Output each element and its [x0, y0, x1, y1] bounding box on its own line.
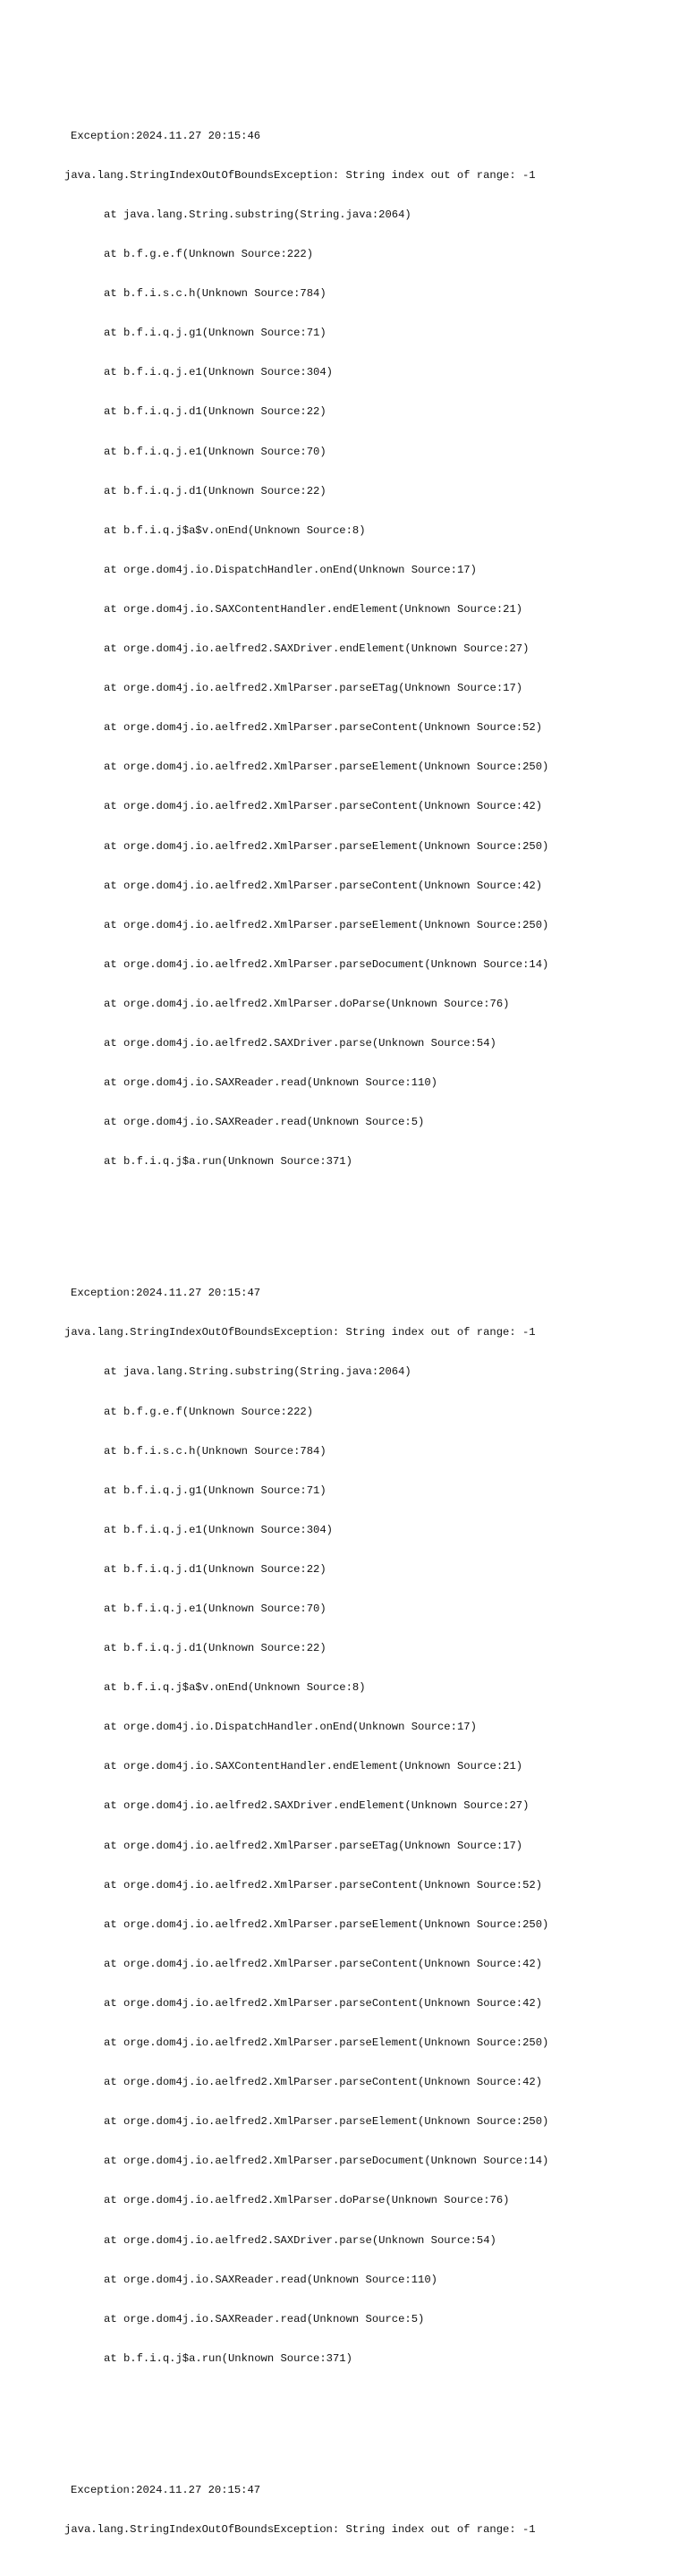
stack-frame: at b.f.i.q.j.e1(Unknown Source:304): [104, 1523, 333, 1536]
stack-frame: at b.f.i.q.j$a$v.onEnd(Unknown Source:8): [104, 1681, 366, 1695]
exception-timestamp: Exception:2024.11.27 20:15:47: [71, 1287, 261, 1300]
stack-frame: at b.f.i.q.j.g1(Unknown Source:71): [104, 1484, 327, 1497]
stack-frame: at orge.dom4j.io.aelfred2.SAXDriver.parse(Unknown Source:54): [104, 2233, 496, 2247]
stack-frame: at orge.dom4j.io.aelfred2.SAXDriver.endElement(Unknown Source:27): [104, 1799, 530, 1813]
stack-frame: at orge.dom4j.io.aelfred2.XmlParser.parseContent(Unknown Source:42): [104, 1957, 543, 1970]
stack-frame: at b.f.i.q.j.e1(Unknown Source:70): [104, 1603, 327, 1615]
stack-frame: at java.lang.String.substring(String.java:2064): [104, 1365, 411, 1379]
exception-block: [64, 2457, 673, 2563]
stack-frame: at orge.dom4j.io.aelfred2.XmlParser.parseETag(Unknown Source:17): [104, 682, 523, 695]
stack-frame: at orge.dom4j.io.aelfred2.XmlParser.parseContent(Unknown Source:52): [104, 721, 543, 735]
stack-frame: at orge.dom4j.io.aelfred2.XmlParser.parseContent(Unknown Source:42): [104, 800, 543, 813]
stack-frame: at orge.dom4j.io.aelfred2.XmlParser.parseContent(Unknown Source:42): [104, 1996, 543, 2010]
stack-frame: at orge.dom4j.io.aelfred2.SAXDriver.parse(Unknown Source:54): [104, 1036, 496, 1050]
stack-frame: at b.f.g.e.f(Unknown Source:222): [104, 248, 314, 261]
stack-frame: at orge.dom4j.io.aelfred2.XmlParser.parseElement(Unknown Source:250): [104, 918, 549, 931]
stack-frame: at b.f.i.q.j.e1(Unknown Source:304): [104, 366, 333, 379]
stack-frame: at b.f.i.s.c.h(Unknown Source:784): [104, 287, 327, 301]
stack-frame: at orge.dom4j.io.aelfred2.XmlParser.parseElement(Unknown Source:250): [104, 2036, 549, 2050]
stack-frame: at b.f.i.q.j$a.run(Unknown Source:371): [104, 1155, 352, 1169]
exception-message: java.lang.StringIndexOutOfBoundsException: String index out of range: -1: [64, 1326, 536, 1339]
stack-frame: at b.f.i.q.j$a$v.onEnd(Unknown Source:8): [104, 523, 366, 537]
stack-frame: at b.f.i.q.j.d1(Unknown Source:22): [104, 1562, 327, 1576]
stack-frame: at orge.dom4j.io.SAXReader.read(Unknown Source:110): [104, 1076, 437, 1090]
stack-frame: at orge.dom4j.io.aelfred2.XmlParser.doParse(Unknown Source:76): [104, 2194, 510, 2207]
stack-frame: at orge.dom4j.io.aelfred2.XmlParser.parseETag(Unknown Source:17): [104, 1839, 523, 1852]
stack-frame: at b.f.i.s.c.h(Unknown Source:784): [104, 1444, 327, 1458]
block-separator: [64, 2418, 673, 2431]
stack-frame: at orge.dom4j.io.aelfred2.XmlParser.parseElement(Unknown Source:250): [104, 1917, 549, 1931]
stack-frame: at b.f.i.q.j.d1(Unknown Source:22): [104, 405, 327, 419]
stack-frame: at orge.dom4j.io.aelfred2.XmlParser.parseElement(Unknown Source:250): [104, 761, 549, 774]
stack-frame: at orge.dom4j.io.aelfred2.XmlParser.doParse(Unknown Source:76): [104, 997, 510, 1010]
stack-frame: at orge.dom4j.io.DispatchHandler.onEnd(Unknown Source:17): [104, 563, 477, 576]
stack-frame: at b.f.i.q.j$a.run(Unknown Source:371): [104, 2351, 352, 2365]
stack-frame: at java.lang.String.substring(String.java:2064): [104, 208, 411, 221]
stack-frame: at b.f.i.q.j.d1(Unknown Source:22): [104, 484, 327, 497]
exception-block: [64, 1261, 673, 2392]
stack-frame: at b.f.i.q.j.e1(Unknown Source:70): [104, 445, 327, 458]
exception-message: java.lang.StringIndexOutOfBoundsException: String index out of range: -1: [64, 168, 536, 182]
stack-frame: at orge.dom4j.io.aelfred2.XmlParser.parseElement(Unknown Source:250): [104, 839, 549, 853]
exception-timestamp: Exception:2024.11.27 20:15:46: [71, 129, 261, 142]
stack-frame: at orge.dom4j.io.aelfred2.SAXDriver.endElement(Unknown Source:27): [104, 642, 530, 656]
stack-frame: at orge.dom4j.io.SAXReader.read(Unknown Source:5): [104, 1116, 425, 1129]
stack-frame: at orge.dom4j.io.aelfred2.XmlParser.parseContent(Unknown Source:42): [104, 879, 543, 892]
log-document: [64, 77, 673, 2576]
exception-block: [64, 103, 673, 1194]
stack-frame: at orge.dom4j.io.DispatchHandler.onEnd(Unknown Source:17): [104, 1721, 477, 1734]
stack-frame: at b.f.g.e.f(Unknown Source:222): [104, 1405, 314, 1418]
stack-frame: at orge.dom4j.io.aelfred2.XmlParser.parseElement(Unknown Source:250): [104, 2115, 549, 2129]
stack-frame: at orge.dom4j.io.SAXContentHandler.endElement(Unknown Source:21): [104, 602, 523, 616]
stack-frame: at orge.dom4j.io.SAXContentHandler.endElement(Unknown Source:21): [104, 1760, 523, 1773]
stack-frame: at orge.dom4j.io.aelfred2.XmlParser.parseDocument(Unknown Source:14): [104, 2155, 549, 2168]
exception-timestamp: Exception:2024.11.27 20:15:47: [71, 2483, 261, 2496]
block-separator: [64, 1221, 673, 1235]
stack-frame: at b.f.i.q.j.g1(Unknown Source:71): [104, 327, 327, 340]
stack-frame: at orge.dom4j.io.aelfred2.XmlParser.parseContent(Unknown Source:42): [104, 2076, 543, 2089]
stack-frame: at orge.dom4j.io.aelfred2.XmlParser.parseContent(Unknown Source:52): [104, 1878, 543, 1892]
stack-frame: at orge.dom4j.io.SAXReader.read(Unknown Source:110): [104, 2273, 437, 2286]
exception-message: java.lang.StringIndexOutOfBoundsException: String index out of range: -1: [64, 2522, 536, 2536]
stack-frame: at b.f.i.q.j.d1(Unknown Source:22): [104, 1642, 327, 1655]
stack-frame: at orge.dom4j.io.aelfred2.XmlParser.parseDocument(Unknown Source:14): [104, 957, 549, 971]
stack-frame: at orge.dom4j.io.SAXReader.read(Unknown Source:5): [104, 2312, 425, 2325]
